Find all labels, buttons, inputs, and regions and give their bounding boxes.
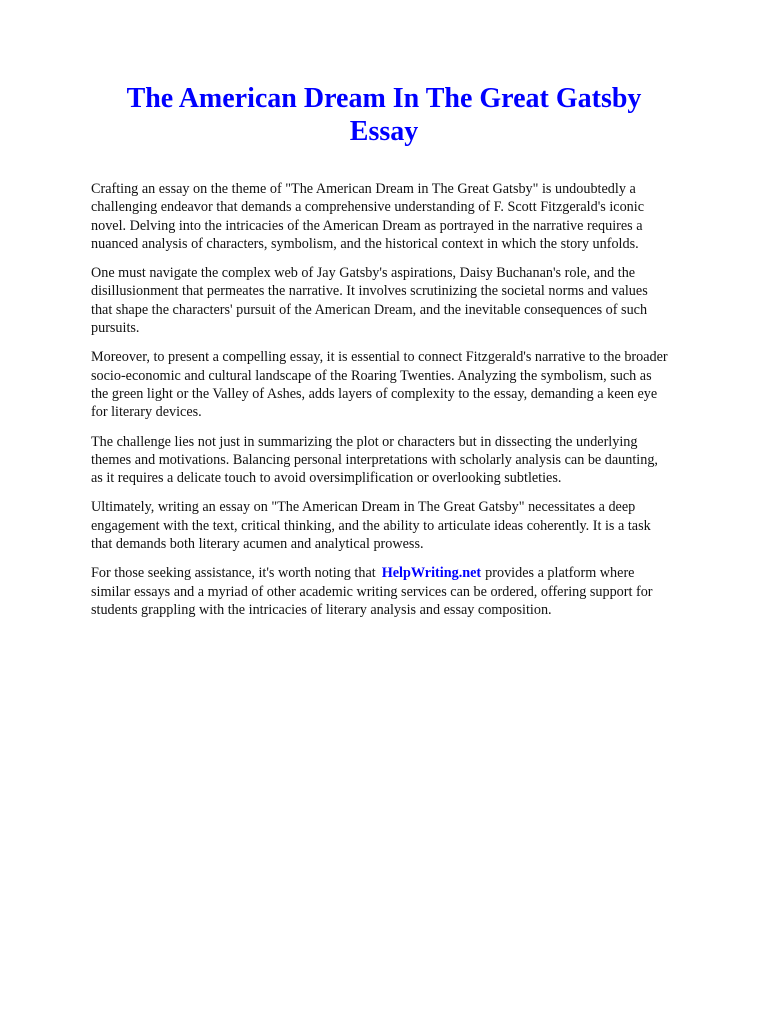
text-line: the green light or the Valley of Ashes, adds layers of complexity to the essay, demanding a keen eye	[91, 385, 658, 402]
text-line: similar essays and a myriad of other academic writing services can be ordered, offering support for	[91, 583, 653, 600]
text-line: challenging endeavor that demands a comprehensive understanding of F. Scott Fitzgerald's iconic	[91, 199, 644, 216]
text-line: for literary devices.	[91, 404, 202, 421]
text-line: as it requires a delicate touch to avoid oversimplification or overlooking subtleties.	[91, 470, 562, 487]
text-line: disillusionment that permeates the narrative. It involves scrutinizing the societal norms and values	[91, 283, 648, 300]
paragraph-4	[91, 433, 731, 488]
essay-body	[91, 180, 731, 630]
text-line: engagement with the text, critical thinking, and the ability to articulate ideas coherently. It is a task	[91, 517, 651, 534]
text-line: One must navigate the complex web of Jay Gatsby's aspirations, Daisy Buchanan's role, and the	[91, 265, 636, 282]
helpwriting-link[interactable]: HelpWriting.net	[381, 565, 482, 582]
text-line: pursuits.	[91, 320, 140, 337]
text-line: novel. Delving into the intricacies of the American Dream as portrayed in the narrative requires a	[91, 217, 643, 234]
paragraph-2	[91, 264, 731, 337]
text-line: that shape the characters' pursuit of the American Dream, and the inevitable consequences of such	[91, 301, 648, 318]
text-line: Ultimately, writing an essay on "The American Dream in The Great Gatsby" necessitates a deep	[91, 499, 636, 516]
text-after-link: provides a platform where	[485, 565, 635, 582]
text-line: socio-economic and cultural landscape of the Roaring Twenties. Analyzing the symbolism, such as	[91, 367, 652, 384]
title-line-2: Essay	[349, 116, 419, 147]
paragraph-3	[91, 348, 731, 421]
text-line: students grappling with the intricacies of literary analysis and essay composition.	[91, 601, 552, 618]
text-line: themes and motivations. Balancing personal interpretations with scholarly analysis can be daunting,	[91, 451, 658, 468]
title-line-1: The American Dream In The Great Gatsby	[126, 83, 642, 114]
text-line: nuanced analysis of characters, symbolism, and the historical context in which the story unfolds.	[91, 235, 639, 252]
text-line: Crafting an essay on the theme of "The American Dream in The Great Gatsby" is undoubtedly a	[91, 181, 636, 197]
text-line-with-link	[91, 564, 731, 582]
paragraph-6	[91, 564, 731, 619]
paragraph-5	[91, 498, 731, 553]
text-line: that demands both literary acumen and analytical prowess.	[91, 536, 424, 553]
text-line: The challenge lies not just in summarizing the plot or characters but in dissecting the underlying	[91, 433, 638, 450]
text-before-link: For those seeking assistance, it's worth noting that	[91, 565, 376, 582]
page-title	[0, 82, 768, 148]
text-line: Moreover, to present a compelling essay, it is essential to connect Fitzgerald's narrative to the broader	[91, 349, 668, 366]
paragraph-1	[91, 180, 731, 253]
